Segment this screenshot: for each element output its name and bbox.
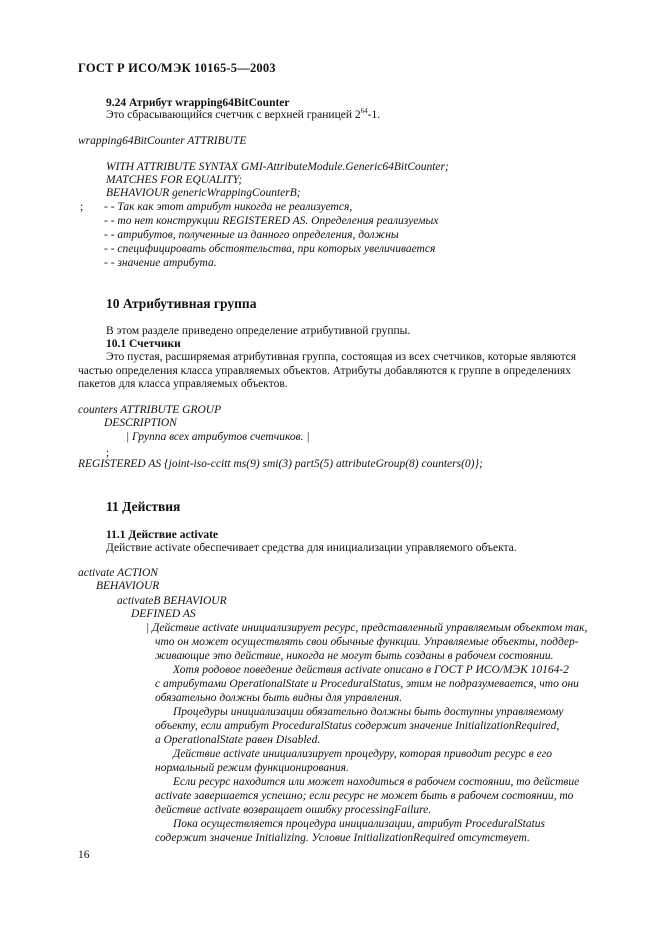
registered-as-line: REGISTERED AS {joint-iso-ccitt ms(9) smi(3) part5(5) attributeGroup(8) counters(0)}; <box>78 458 483 470</box>
definition-text-line: | Действие activate инициализирует ресурс, представленный управляемым объектом так, <box>146 622 588 634</box>
definition-text-line: activate завершается успешно; если ресурс не может быть в рабочем состоянии, то <box>155 790 574 802</box>
definition-text-line: нормальный режим функционирования. <box>155 762 349 774</box>
wrapping-counter-definition: wrapping64BitCounter ATTRIBUTE <box>78 135 247 147</box>
section-11-1-title: 11.1 Действие activate <box>106 529 219 541</box>
definition-text-line: Хотя родовое поведение действия activate описано в ГОСТ Р ИСО/МЭК 10164-2 <box>173 664 569 676</box>
matches-for-line: MATCHES FOR EQUALITY; <box>106 174 243 186</box>
definition-text-line: обязательно должны быть видны для управления. <box>155 692 403 704</box>
section-11-intro: Действие activate обеспечивает средства для инициализации управляемого объекта. <box>106 542 517 554</box>
definition-text-line: Действие activate инициализирует процедуру, которая приводит ресурс в его <box>173 748 552 760</box>
definition-text-line: содержит значение Initializing. Условие InitializationRequired отсутствует. <box>155 832 530 844</box>
paragraph-line: частью определения класса управляемых объектов. Атрибуты добавляются к группе в определениях <box>78 365 571 377</box>
definition-text-line: а OperationalState равен Disabled. <box>155 734 321 746</box>
page-number: 16 <box>78 849 90 861</box>
section-9-24-description: Это сбрасывающийся счетчик с верхней границей $2^{64}-1$. <box>106 107 381 121</box>
comment-line: - - значение атрибута. <box>104 257 217 269</box>
semicolon: ; <box>80 201 84 213</box>
paragraph-line: пакетов для класса управляемых объектов. <box>78 378 288 390</box>
description-keyword: DESCRIPTION <box>104 417 177 429</box>
definition-text-line: с атрибутами OperationalState и ProceduralStatus, этим не подразумевается, что они <box>155 678 579 690</box>
group-description: | Группа всех атрибутов счетчиков. | <box>126 431 310 443</box>
comment-line: - - специфицировать обстоятельства, при которых увеличивается <box>104 243 436 255</box>
attribute-syntax-line: WITH ATTRIBUTE SYNTAX GMI-AttributeModule.Generic64BitCounter; <box>106 161 449 173</box>
activate-action-definition: activate ACTION <box>78 567 158 579</box>
counters-group-definition: counters ATTRIBUTE GROUP <box>78 404 222 416</box>
document-header: ГОСТ Р ИСО/МЭК 10165-5—2003 <box>78 61 276 75</box>
paragraph-line: Это пустая, расширяемая атрибутивная группа, состоящая из всех счетчиков, которые являются <box>106 351 577 363</box>
section-10-1-title: 10.1 Счетчики <box>106 338 181 350</box>
definition-text-line: Если ресурс находится или может находиться в рабочем состоянии, то действие <box>173 776 580 788</box>
behaviour-line: BEHAVIOUR genericWrappingCounterB; <box>106 187 301 199</box>
section-10-title: 10 Атрибутивная группа <box>106 296 257 311</box>
defined-as-keyword: DEFINED AS <box>131 608 196 620</box>
definition-text-line: объекту, если атрибут ProceduralStatus содержит значение InitializationRequired, <box>155 720 560 732</box>
section-11-title: 11 Действия <box>106 499 181 514</box>
section-10-intro: В этом разделе приведено определение атрибутивной группы. <box>106 325 411 337</box>
definition-text-line: действие activate возвращает ошибку processingFailure. <box>155 804 432 816</box>
definition-text-line: Процедуры инициализации обязательно должны быть доступны управляемому <box>173 706 564 718</box>
behaviour-keyword: BEHAVIOUR <box>96 580 160 592</box>
definition-text-line: живающие это действие, никогда не могут быть созданы в рабочем состоянии. <box>155 650 554 662</box>
definition-text-line: Пока осуществляется процедура инициализации, атрибут ProceduralStatus <box>173 818 546 830</box>
section-9-24-title: 9.24 Атрибут wrapping64BitCounter <box>106 97 290 109</box>
semicolon: ; <box>106 447 110 459</box>
comment-line: - - атрибутов, полученные из данного определения, должны <box>104 229 399 241</box>
comment-line: - - Так как этот атрибут никогда не реализуется, <box>104 201 353 213</box>
definition-text-line: что он может осуществлять свои обычные функции. Управляемые объекты, поддер- <box>155 636 579 648</box>
comment-line: - - то нет конструкции REGISTERED AS. Определения реализуемых <box>104 215 439 227</box>
activate-behaviour-definition: activateB BEHAVIOUR <box>117 595 227 607</box>
